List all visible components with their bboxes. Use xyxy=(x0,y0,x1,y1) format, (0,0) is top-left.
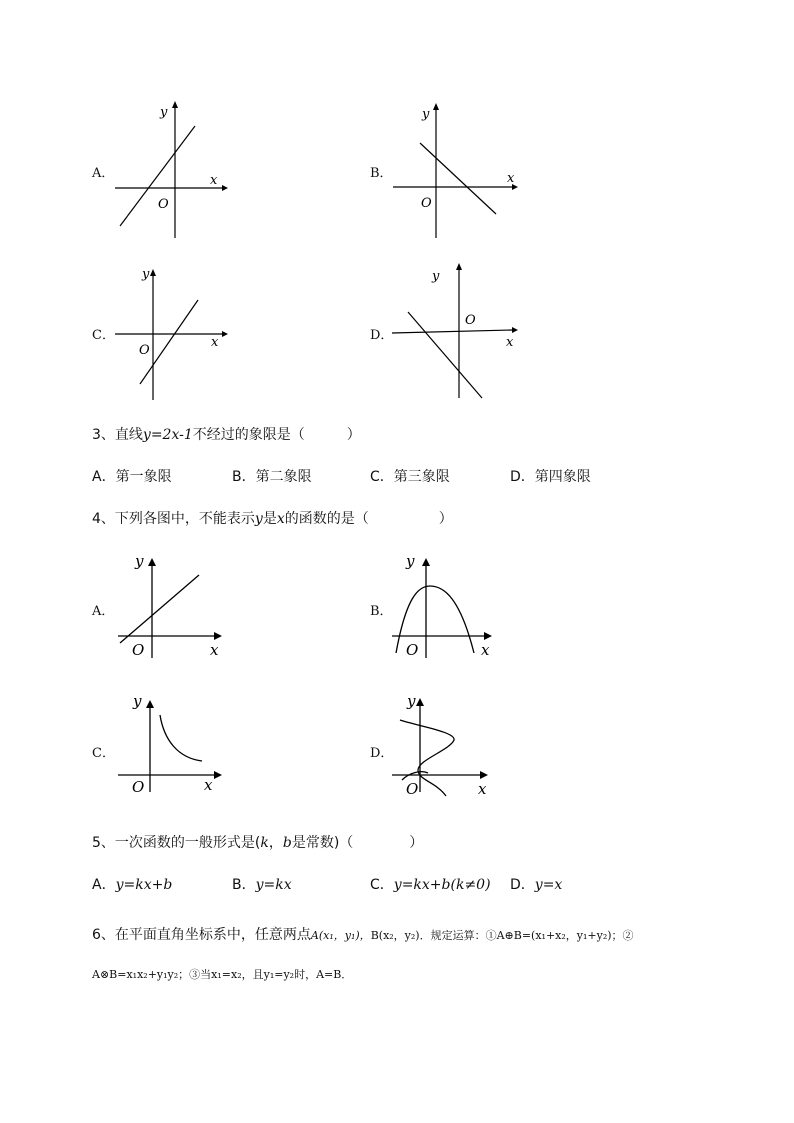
origin-label: O xyxy=(465,313,476,328)
q6-line1 xyxy=(92,924,634,944)
q5-stem-k: k xyxy=(260,835,269,851)
q4-graph-a xyxy=(112,548,227,663)
y-axis-arrow xyxy=(146,700,154,708)
x-axis-arrow xyxy=(214,771,222,779)
x-axis xyxy=(392,330,512,333)
q4-stem-mid: 是 xyxy=(262,511,277,527)
q4-stem-y: y xyxy=(254,511,263,527)
q4-option-a-label: A． xyxy=(92,604,115,619)
x-axis-arrow xyxy=(480,771,488,779)
q3-option-d: D．第四象限 xyxy=(510,469,591,485)
y-axis-label: y xyxy=(133,692,142,710)
q2-option-a-label: A． xyxy=(92,166,115,181)
q5-option-b-expr: y=kx xyxy=(255,877,292,893)
q5-option-a-expr: y=kx+b xyxy=(115,877,173,893)
q5-option-c xyxy=(370,874,491,894)
origin-label: O xyxy=(158,197,169,212)
q6-op1: A⊕B=(x₁+x₂，y₁+y₂)；② xyxy=(496,929,634,942)
q5-stem-b: b xyxy=(282,835,292,851)
q6-op2: A⊗B=x₁x₂+y₁y₂；③当 xyxy=(92,968,212,981)
y-axis-arrow xyxy=(416,698,424,706)
x-axis-arrow xyxy=(222,331,228,337)
y-axis-label: y xyxy=(432,269,440,284)
x-axis-arrow xyxy=(484,632,492,640)
y-axis-arrow xyxy=(456,263,462,270)
y-axis-arrow xyxy=(433,103,439,110)
q2-option-d-label: D． xyxy=(370,328,394,343)
q5-option-d-expr: y=x xyxy=(534,877,563,893)
q3-option-b: B．第二象限 xyxy=(232,469,312,485)
y-axis-arrow xyxy=(422,558,430,566)
q3-stem-expr: y=2x-1 xyxy=(142,427,193,443)
q3-option-c: C．第三象限 xyxy=(370,469,450,485)
origin-label: O xyxy=(421,196,432,211)
y-axis-label: y xyxy=(135,552,144,570)
q5-option-c-expr: y=kx+b(k≠0) xyxy=(393,877,491,893)
q6-cond: x₁=x₂，且y₁=y₂时，A=B． xyxy=(211,968,353,981)
graph-line xyxy=(120,575,199,643)
q6-line1-prefix: 6、在平面直角坐标系中，任意两点 xyxy=(92,927,311,943)
q4-stem-x: x xyxy=(276,511,285,527)
q2-graph-c xyxy=(110,264,235,404)
q3-option-a: A．第一象限 xyxy=(92,469,172,485)
q2-option-b-label: B． xyxy=(370,166,393,181)
x-axis-arrow xyxy=(214,632,222,640)
q5-stem-suffix: 是常数)（ ） xyxy=(291,835,424,851)
q6-point-b: B(x₂，y₂)．规定运算：① xyxy=(370,929,497,942)
x-axis-label: x xyxy=(204,776,213,794)
q4-option-c-label: C． xyxy=(92,746,115,761)
origin-label: O xyxy=(132,641,145,659)
x-axis-label: x xyxy=(507,171,515,186)
q5-stem xyxy=(92,832,423,852)
q4-graph-c xyxy=(112,690,227,800)
y-axis-label: y xyxy=(407,692,416,710)
q4-stem-suffix: 的函数的是（ ） xyxy=(284,511,453,527)
y-axis-arrow xyxy=(148,558,156,566)
origin-label: O xyxy=(406,641,419,659)
x-axis-label: x xyxy=(506,335,514,350)
q5-option-d xyxy=(510,874,562,894)
graph-curve xyxy=(160,715,202,761)
q2-graph-b xyxy=(388,98,523,243)
q5-stem-prefix: 5、一次函数的一般形式是( xyxy=(92,835,261,851)
y-axis-label: y xyxy=(406,552,415,570)
q5-option-d-letter: D． xyxy=(510,877,535,893)
q2-graph-d xyxy=(388,260,523,405)
q3-stem-prefix: 3、直线 xyxy=(92,427,143,443)
q5-option-a-letter: A． xyxy=(92,877,116,893)
q4-stem xyxy=(92,508,453,528)
x-axis-label: x xyxy=(210,641,219,659)
q2-graph-a xyxy=(110,98,230,243)
q3-stem-suffix: 不经过的象限是（ ） xyxy=(192,427,361,443)
q4-option-d-label: D． xyxy=(370,746,394,761)
q5-option-a xyxy=(92,874,172,894)
x-axis-label: x xyxy=(210,173,218,188)
y-axis-arrow xyxy=(172,101,178,108)
q4-stem-prefix: 4、下列各图中，不能表示 xyxy=(92,511,255,527)
q4-graph-b xyxy=(388,548,498,663)
q6-line2 xyxy=(92,966,352,982)
q6-point-a: A(x₁，y₁)， xyxy=(310,929,371,942)
origin-label: O xyxy=(139,343,150,358)
origin-label: O xyxy=(132,778,145,796)
q4-option-b-label: B． xyxy=(370,604,393,619)
q3-stem xyxy=(92,424,361,444)
y-axis-label: y xyxy=(160,105,168,120)
q5-stem-comma: ， xyxy=(268,835,283,851)
x-axis-label: x xyxy=(211,335,219,350)
q5-option-c-letter: C． xyxy=(370,877,394,893)
origin-label: O xyxy=(406,780,419,798)
x-axis-label: x xyxy=(481,641,490,659)
q5-option-b-letter: B． xyxy=(232,877,256,893)
graph-line xyxy=(140,300,198,384)
x-axis-arrow xyxy=(512,327,518,333)
q5-option-b xyxy=(232,874,292,894)
y-axis-label: y xyxy=(142,267,150,282)
y-axis-label: y xyxy=(422,107,430,122)
q4-graph-d xyxy=(388,688,498,803)
x-axis-label: x xyxy=(478,780,487,798)
y-axis-arrow xyxy=(150,269,156,276)
x-axis-arrow xyxy=(222,185,228,191)
q2-option-c-label: C． xyxy=(92,328,115,343)
